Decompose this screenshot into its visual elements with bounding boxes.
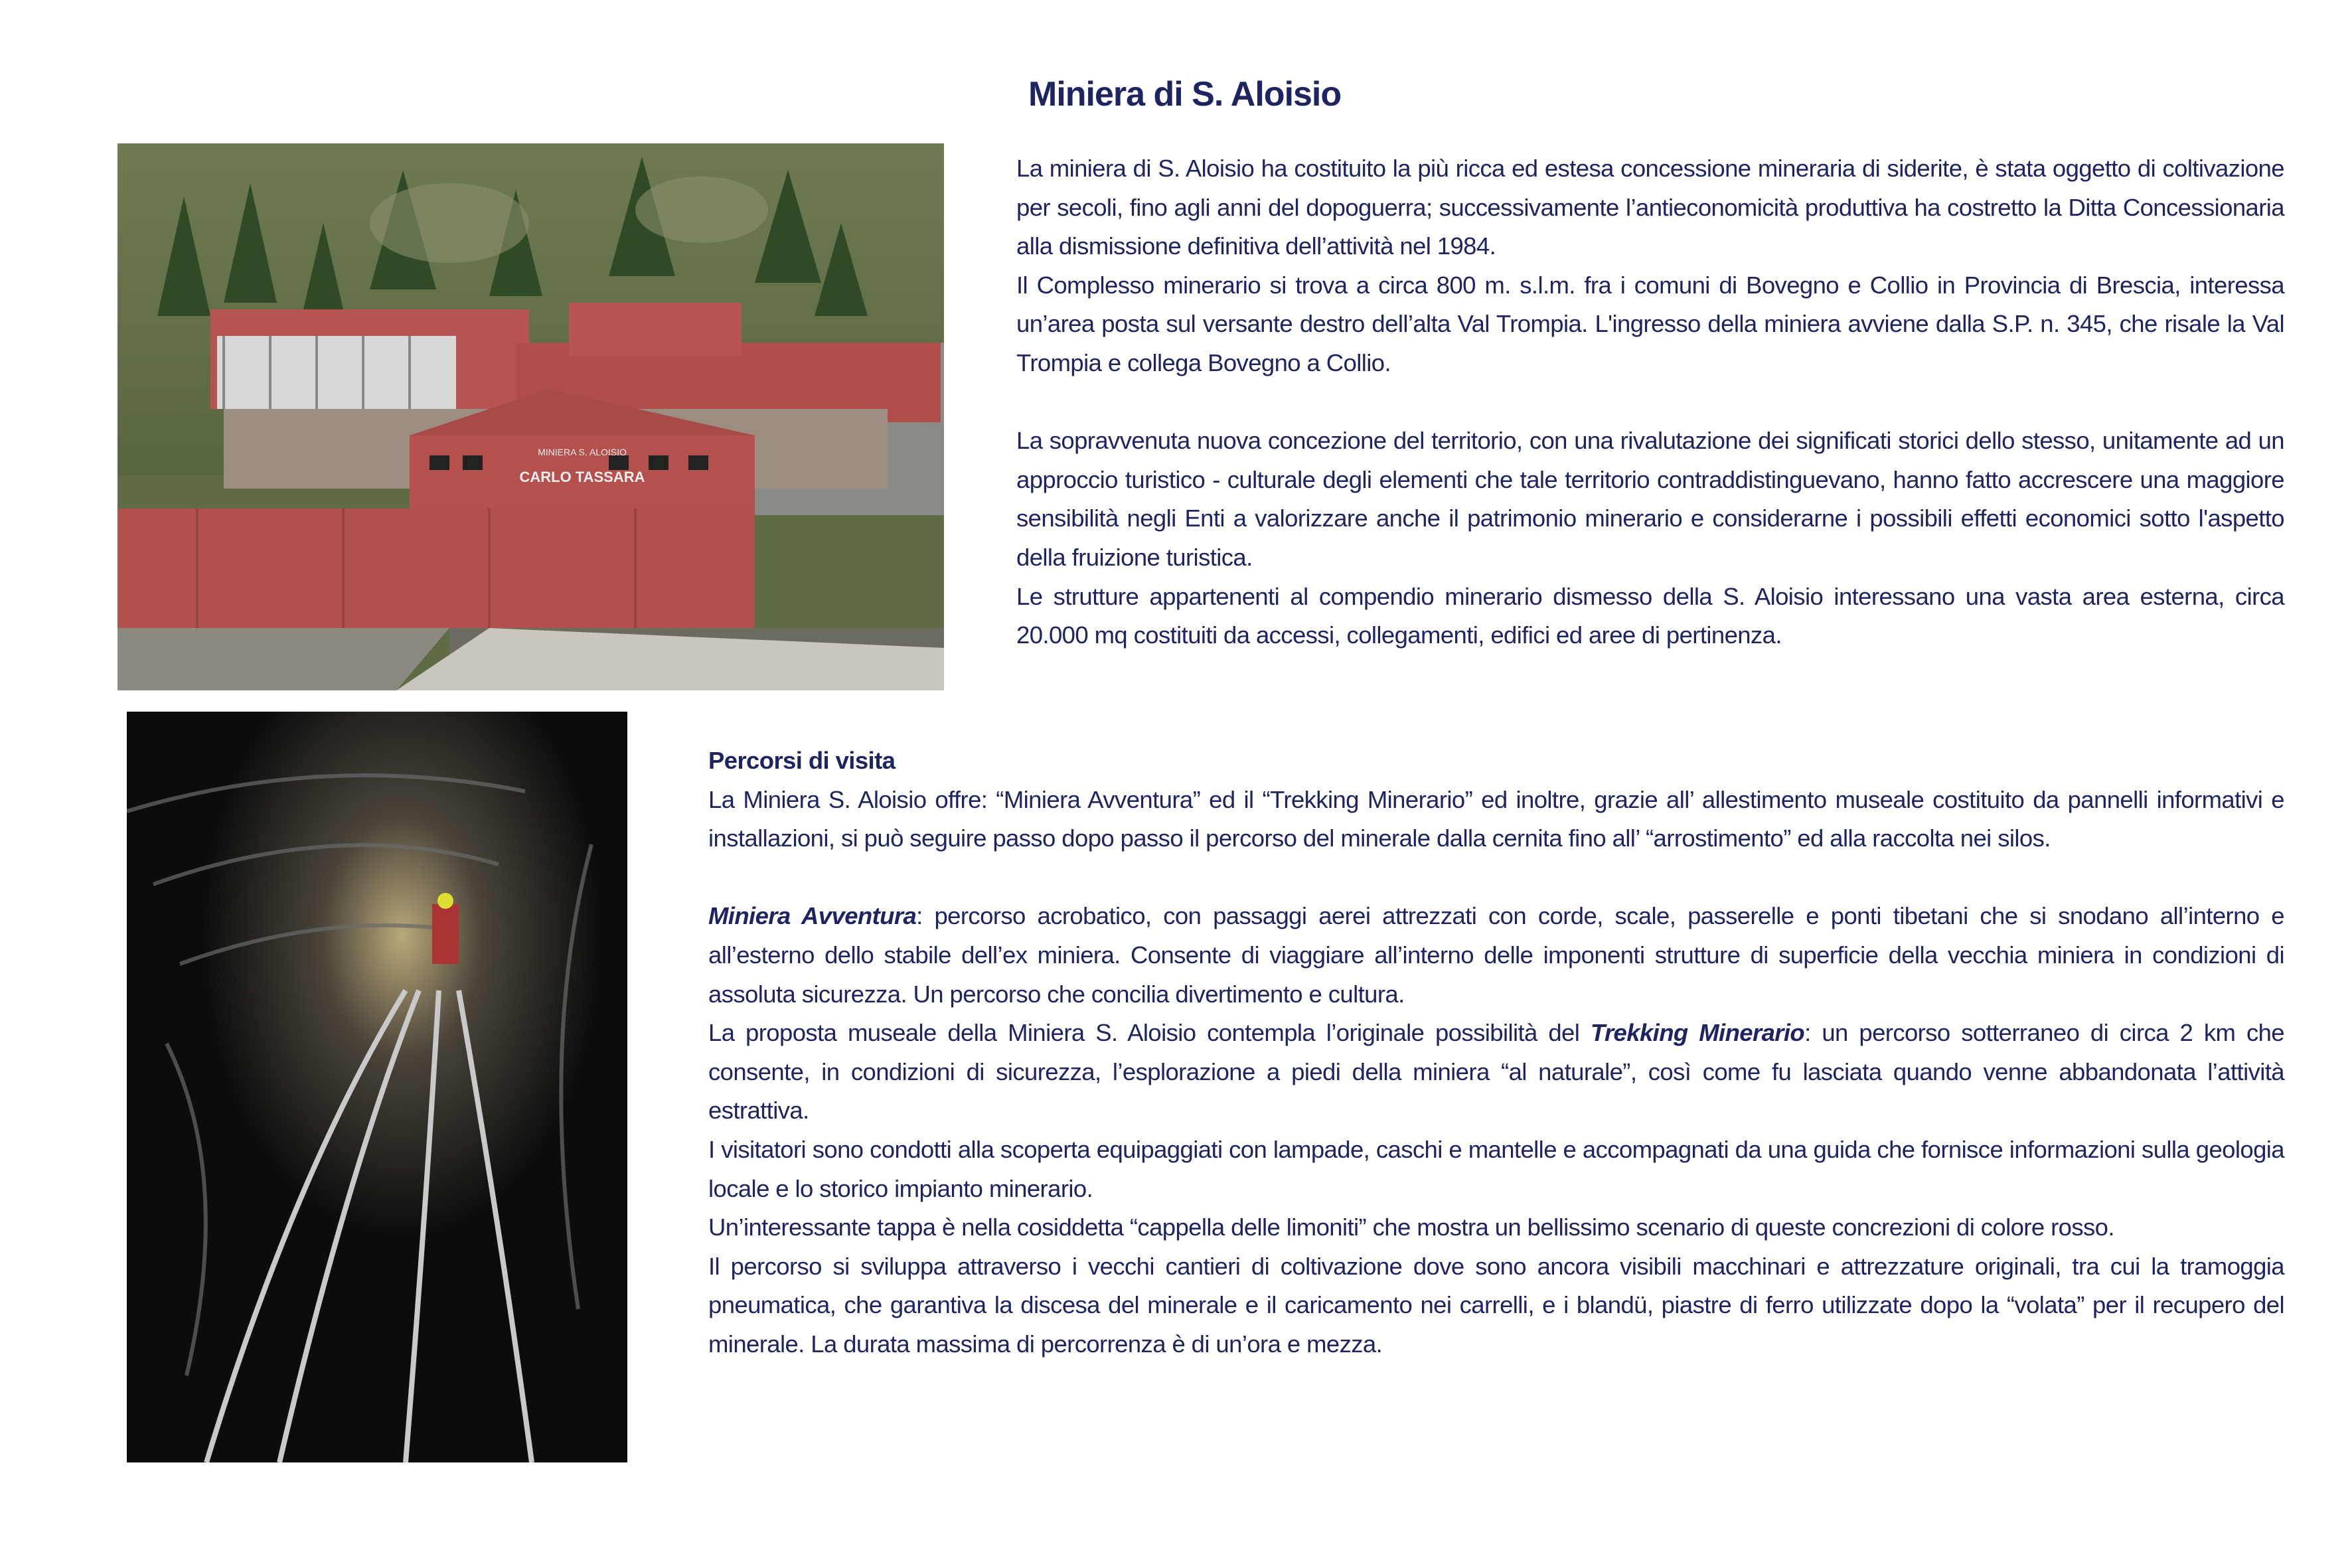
intro-paragraph: Il Complesso minerario si trova a circa 800 m. s.l.m. fra i comuni di Bovegno e Collio in Provincia di Brescia, interessa un’area posta sul versante destro dell’alta Val Trompia. L'ingresso della miniera avviene dalla S.P. n. 345, che risale la Val Trompia e collega Bovegno a Collio. (1016, 271, 2284, 376)
page-title: Miniera di S. Aloisio (1028, 75, 1342, 114)
miniera-avventura-text: : percorso acrobatico, con passaggi aerei attrezzati con corde, scale, passerelle e ponti tibetani che si snodano all’interno e all’esterno dello stabile dell’ex miniera. Consente di viaggiare all’interno delle imponenti strutture di superficie della vecchia miniera in condizioni di assoluta sicurezza. Un percorso che concilia divertimento e cultura. (708, 902, 2284, 1008)
visits-paragraph: La Miniera S. Aloisio offre: “Miniera Avventura” ed il “Trekking Minerario” ed inoltre, grazie all’ allestimento museale costituito da pannelli informativi e installazioni, si può seguire passo dopo passo il percorso del minerale dalla cernita fino all’ “arrostimento” ed alla raccolta nei silos. (708, 785, 2284, 852)
section-heading: Percorsi di visita (708, 747, 896, 774)
visits-paragraph (708, 897, 2284, 1014)
trekking-minerario-label: Trekking Minerario (1590, 1019, 1805, 1047)
visits-paragraph: I visitatori sono condotti alla scoperta equipaggiati con lampade, caschi e mantelle e accompagnati da una guida che fornisce informazioni sulla geologia locale e lo storico impianto minerario. (708, 1135, 2284, 1202)
intro-text (1016, 149, 2284, 655)
miniera-avventura-label: Miniera Avventura (708, 902, 917, 930)
visits-paragraph: Il percorso si sviluppa attraverso i vecchi cantieri di coltivazione dove sono ancora visibili macchinari e attrezzature originali, tra cui la tramoggia pneumatica, che garantiva la discesa del minerale e il caricamento nei carrelli, e i blandü, piastre di ferro utilizzate dopo la “volata” per il recupero del minerale. La durata massima di percorrenza è di un’ora e mezza. (708, 1252, 2284, 1358)
trekking-minerario-text: : un percorso sotterraneo di circa 2 km che consente, in condizioni di sicurezza, l’esplorazione a piedi della miniera “al naturale”, così come fu lasciata quando venne abbandonata l’attività estrattiva. (708, 1019, 2284, 1125)
visits-paragraph: Un’interessante tappa è nella cosiddetta “cappella delle limoniti” che mostra un bellissimo scenario di queste concrezioni di colore rosso. (708, 1214, 2114, 1241)
visits-section (708, 742, 2284, 1364)
mine-tunnel-photo (127, 712, 627, 1462)
sign-line1: MINIERA S. ALOISIO (538, 447, 627, 457)
mine-buildings-photo (118, 143, 944, 690)
visits-paragraph (708, 1014, 2284, 1131)
intro-paragraph: La sopravvenuta nuova concezione del territorio, con una rivalutazione dei significati storici dello stesso, unitamente ad un approccio turistico - culturale degli elementi che tale territorio contraddistinguevano, hanno fatto accrescere una maggiore sensibilità negli Enti a valorizzare anche il patrimonio minerario e considerarne i possibili effetti economici sotto l'aspetto della fruizione turistica. (1016, 427, 2284, 571)
sign-line2: CARLO TASSARA (519, 469, 645, 485)
trekking-intro: La proposta museale della Miniera S. Aloisio contempla l’originale possibilità del (708, 1019, 1591, 1047)
intro-paragraph: Le strutture appartenenti al compendio minerario dismesso della S. Aloisio interessano una vasta area esterna, circa 20.000 mq costituiti da accessi, collegamenti, edifici ed aree di pertinenza. (1016, 582, 2284, 649)
intro-paragraph: La miniera di S. Aloisio ha costituito la più ricca ed estesa concessione mineraria di siderite, è stata oggetto di coltivazione per secoli, fino agli anni del dopoguerra; successivamente l’antieconomicità produttiva ha costretto la Ditta Concessionaria alla dismissione definitiva dell’attività nel 1984. (1016, 155, 2284, 260)
